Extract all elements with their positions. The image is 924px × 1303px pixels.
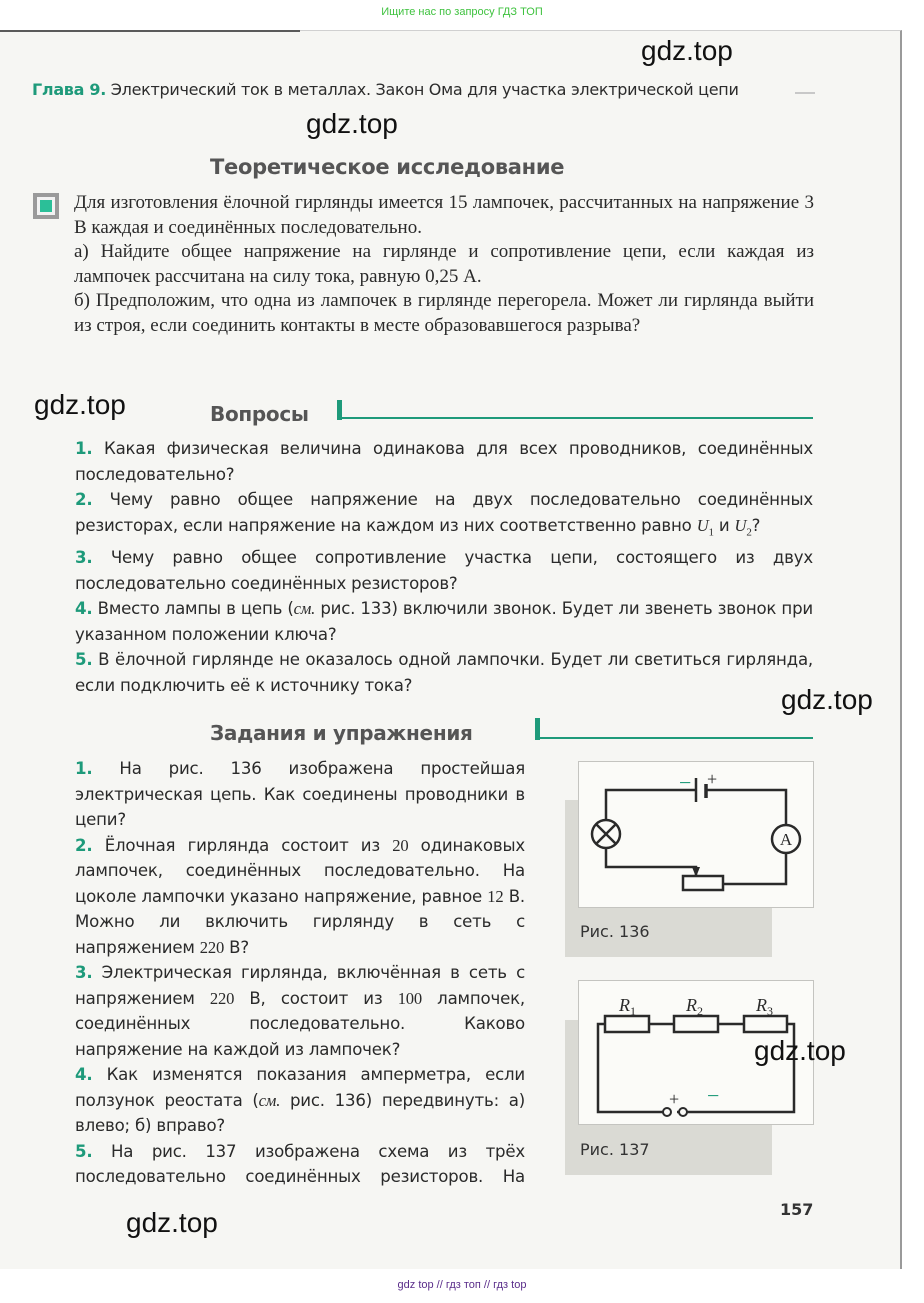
theory-section-title: Теоретическое исследование: [210, 155, 565, 179]
figure-136-caption: Рис. 136: [580, 922, 650, 941]
svg-text:R3: $R_3$: [756, 995, 773, 1018]
battery-plus-sign: +: [707, 769, 718, 789]
task-item: 1. На рис. 136 изображена простейшая электрическая цепь. Как соединены проводники в цепи?: [75, 759, 526, 829]
resistor-label-r1: R: [619, 995, 630, 1015]
watermark: gdz.top: [34, 389, 126, 420]
watermark: gdz.top: [306, 108, 398, 139]
circuit-diagram-136: [579, 762, 813, 907]
ammeter-label: A: [779, 830, 793, 849]
tasks-section-title: Задания и упражнения: [210, 721, 473, 745]
task-item: 2. Ёлочная гирлянда состоит из 20 одинаковых лампочек, соединённых последовательно. На цоколе лампочки указано напряжение, равное 12 В. Можно ли включить гирлянду в сеть с напряжением 220 В?: [75, 835, 525, 957]
question-item: 4. Вместо лампы в цепь (см. рис. 133) включили звонок. Будет ли звенеть звонок при указанном положении ключа?: [75, 599, 813, 644]
question-item: 5. В ёлочной гирлянде не оказалось одной лампочки. Будет ли светиться гирлянда, если подключить её к источнику тока?: [75, 650, 813, 695]
svg-text:R2: $R_2$: [686, 995, 703, 1018]
resistor-label-r3: R: [756, 995, 767, 1015]
theory-paragraph-a: а) Найдите общее напряжение на гирлянде и сопротивление цепи, если каждая из лампочек рассчитана на силу тока, равную 0,25 А.: [74, 241, 814, 287]
svg-text:R1: $R_1$: [619, 995, 636, 1018]
chapter-header: [32, 80, 739, 99]
terminal-minus-sign: −: [707, 1083, 720, 1108]
figure-137-caption: Рис. 137: [580, 1140, 650, 1159]
teal-square-icon: [33, 193, 59, 219]
theory-task-text: [74, 191, 814, 338]
figure-136: [578, 761, 814, 908]
tasks-list: [75, 756, 525, 1190]
question-item: 3. Чему равно общее сопротивление участка цепи, состоящего из двух последовательно соединённых резисторов?: [75, 548, 814, 593]
task-item: 3. Электрическая гирлянда, включённая в сеть с напряжением 220 В, состоит из 100 лампочек, соединённых последовательно. Каково напряжение на каждой из лампочек?: [75, 963, 525, 1059]
question-item: 2. Чему равно общее напряжение на двух последовательно соединённых резисторах, если напряжение на каждом из них соответственно равно $U_1$ и $U_2$?: [75, 490, 814, 538]
section-bar-horizontal: [535, 737, 813, 739]
task-item: 5. На рис. 137 изображена схема из трёх последовательно соединённых резисторов. На: [75, 1141, 526, 1186]
theory-paragraph: Для изготовления ёлочной гирлянды имеется 15 лампочек, рассчитанных на напряжение 3 В каждая и соединённых последовательно.: [74, 192, 814, 238]
resistor-label-r2: R: [686, 995, 697, 1015]
watermark: gdz.top: [641, 35, 733, 66]
header-dash-divider: [795, 92, 815, 94]
page-edge-line: [0, 30, 300, 32]
top-banner-link[interactable]: Ищите нас по запросу ГДЗ ТОП: [381, 6, 543, 18]
theory-paragraph-b: б) Предположим, что одна из лампочек в гирлянде перегорела. Может ли гирлянда выйти из строя, если соединить контакты в месте образовавшегося разрыва?: [74, 290, 814, 336]
questions-section-title: Вопросы: [210, 402, 309, 426]
terminal-plus-sign: +: [669, 1089, 680, 1109]
battery-minus-sign: −: [679, 770, 692, 795]
chapter-number: Глава 9.: [32, 80, 107, 99]
chapter-title: Электрический ток в металлах. Закон Ома для участка электрической цепи: [106, 80, 739, 99]
task-item: 4. Как изменятся показания амперметра, если ползунок реостата (см. рис. 136) передвинуть: а) влево; б) вправо?: [75, 1065, 525, 1135]
question-item: 1. Какая физическая величина одинакова для всех проводников, соединённых последовательно?: [75, 439, 814, 484]
section-bar-horizontal: [337, 417, 813, 419]
page-number: 157: [780, 1200, 814, 1219]
watermark: gdz.top: [754, 1035, 846, 1066]
watermark: gdz.top: [126, 1207, 218, 1238]
bottom-banner-link[interactable]: gdz top // гдз топ // гдз top: [397, 1279, 527, 1291]
questions-list: [75, 436, 813, 698]
watermark: gdz.top: [781, 684, 873, 715]
